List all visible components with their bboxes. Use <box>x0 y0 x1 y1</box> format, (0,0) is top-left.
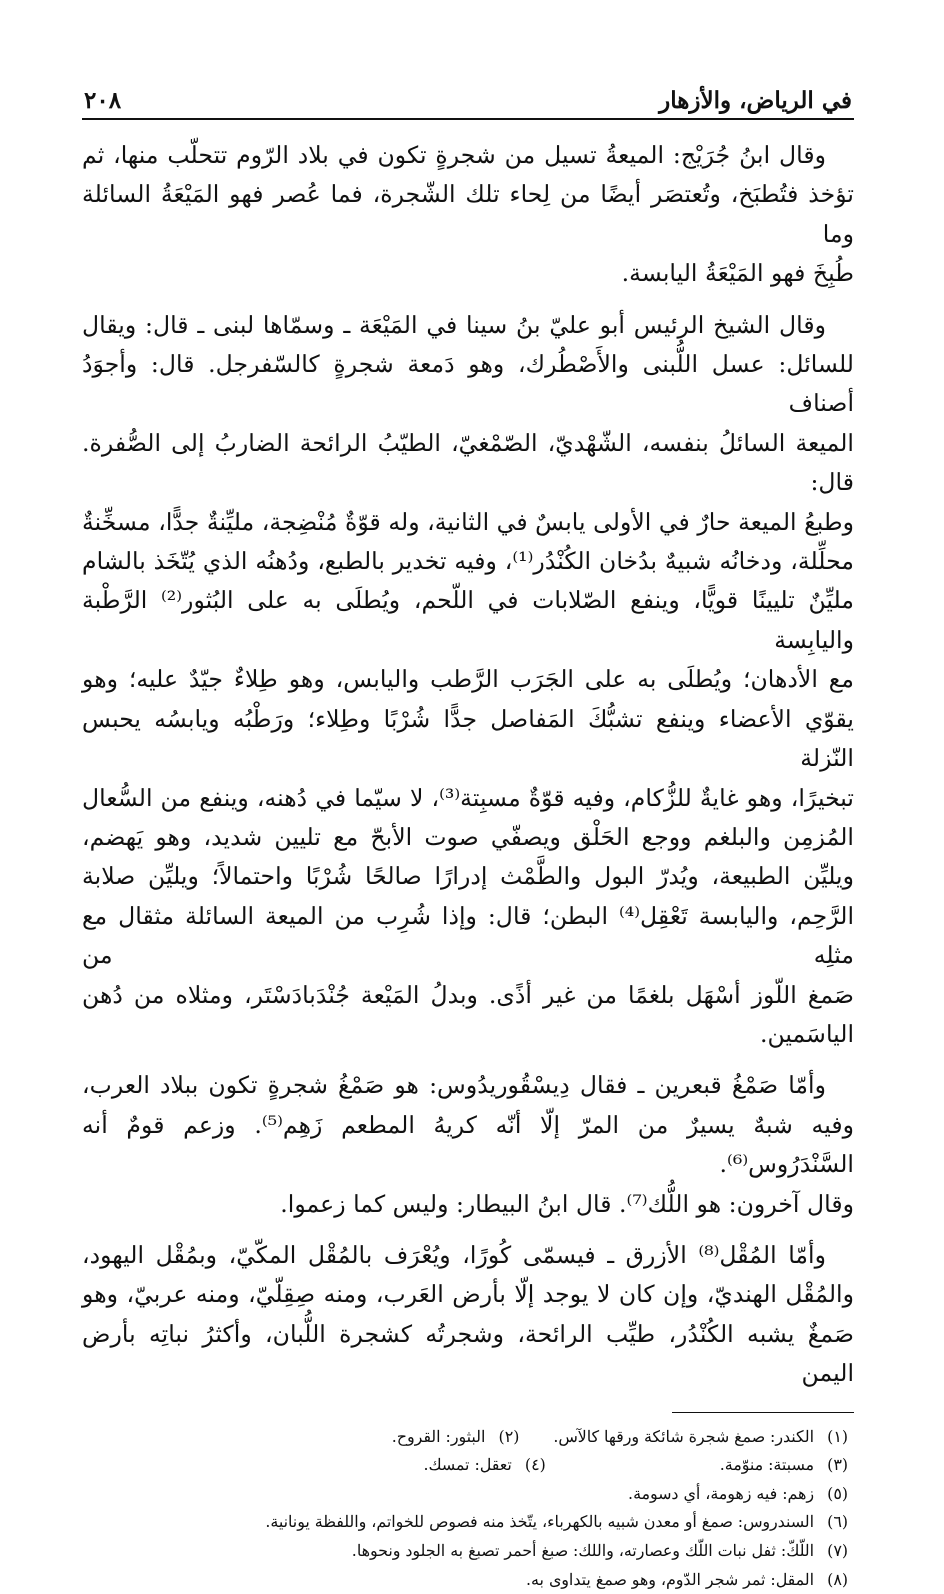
footnote <box>423 1451 545 1480</box>
footnote-text: السندروس: صمغ أو معدن شبيه بالكهرباء، يتّخذ منه فصوص للخواتم، واللفظة يونانية. <box>265 1512 814 1532</box>
text-line: وقال ابنُ جُرَيْج: الميعةُ تسيل من شجرةٍ تكون في بلاد الرّوم تتحلّب منها، ثم <box>82 141 826 169</box>
text-line: للسائل: عسل اللُّبنى والأَصْطُرك، وهو دَمعة شجرةٍ كالسّفرجل. قال: وأجوَدُ أصناف <box>82 350 854 418</box>
paragraph <box>82 136 854 294</box>
text-line: وفيه شبهٌ يسيرٌ من المرّ إلّا أنّه كريهُ المطعم زَهِم⁽⁵⁾. وزعم قومٌ أنه السَّنْدَرُوس⁽⁶⁾. <box>82 1110 854 1179</box>
text-line: وأمّا المُقْل⁽⁸⁾ الأزرق ـ فيسمّى كُورًا، ويُعْرَف بالمُقْل المكّيّ، وبمُقْل اليهود، <box>82 1240 826 1269</box>
paragraph <box>82 1066 854 1224</box>
text-line: وقال آخرون: هو اللُّك⁽⁷⁾. قال ابنُ البيطار: وليس كما زعموا. <box>280 1189 854 1218</box>
text-line: ويليِّن الطبيعة، ويُدرّ البول والطَّمْث إدرارًا صالحًا شُرْبًا واحتمالاً؛ ويليِّن صلابة <box>82 862 854 891</box>
footnote <box>553 1423 848 1452</box>
footnote-number: (١) <box>827 1426 848 1446</box>
footnote-number: (٧) <box>827 1540 848 1560</box>
page-header <box>82 78 854 120</box>
footnote-row <box>82 1508 848 1537</box>
text-line: تبخيرًا، وهو غايةٌ للزُّكام، وفيه قوّةٌ مسبِتة⁽³⁾، لا سيّما في دُهنه، وينفع من السُّعال <box>82 783 854 812</box>
text-line: وطبعُ الميعة حارٌ في الأولى يابسٌ في الثانية، وله قوّةٌ مُنْضِجة، مليِّنةٌ جدًّا، مسخِّنةٌ <box>82 507 854 536</box>
main-text <box>82 136 854 1394</box>
footnote-text: تعقل: تمسك. <box>423 1455 512 1475</box>
footnote-row <box>82 1537 848 1566</box>
text-line: الميعة السائلُ بنفسه، الشّهْديّ، الصّمْغيّ، الطيّبُ الرائحة الضاربُ إلى الصُّفرة. قال: <box>82 428 854 497</box>
footnote-number: (٢) <box>498 1426 520 1446</box>
text-line: الياسَمين. <box>759 1019 854 1048</box>
footnote-number: (٥) <box>827 1483 848 1503</box>
footnote <box>628 1480 848 1509</box>
footnote <box>526 1566 848 1594</box>
footnotes <box>82 1423 854 1594</box>
footnote-row <box>82 1451 848 1480</box>
footnote-text: الكندر: صمغ شجرة شائكة ورقها كالآس. <box>553 1426 814 1446</box>
text-line: محلِّلة، ودخانُه شبيهٌ بدُخان الكُنْدُر⁽¹⁾، وفيه تخدير بالطبع، ودُهنُه الذي يُتّخَذ بالشام <box>82 547 854 576</box>
running-title: في الرياض، والأزهار <box>659 87 852 114</box>
book-page <box>82 78 854 1594</box>
footnote-number: (٨) <box>827 1569 848 1589</box>
footnote-text: اللّكّ: ثفل نبات اللّك وعصارته، واللك: صبغ أحمر تصبغ به الجلود ونحوها. <box>351 1540 814 1560</box>
text-line: يقوّي الأعضاء وينفع تشبُّكَ المَفاصل جدًّا شُرْبًا وطِلاء؛ ورَطْبُه ويابسُه يحبس النّزلة <box>82 704 854 773</box>
footnote-row <box>82 1480 848 1509</box>
text-line: طُبِخَ فهو المَيْعَةُ اليابسة. <box>621 259 854 288</box>
text-line: وقال الشيخ الرئيس أبو عليّ بنُ سينا في المَيْعَة ـ وسمّاها لبنى ـ قال: ويقال <box>82 310 826 339</box>
paragraph <box>82 1236 854 1394</box>
footnote-divider <box>672 1412 854 1413</box>
footnote-number: (٣) <box>827 1455 848 1475</box>
footnote-text: مسبتة: منوّمة. <box>719 1455 814 1475</box>
text-line: مع الأدهان؛ ويُطلَى به على الجَرَب الرَّطب واليابس، وهو طِلاءٌ جيّدٌ عليه؛ وهو <box>82 665 854 694</box>
text-line: مليِّنٌ تليينًا قويًّا، وينفع الصّلابات في اللّحم، ويُطلَى به على البُثور⁽²⁾ الرَّطْبة واليابِسة <box>82 586 855 654</box>
text-line: وأمّا صَمْغُ قبعرين ـ فقال دِيسْقُوريدُوس: هو صَمْغُ شجرةٍ تكون ببلاد العرب، <box>82 1071 826 1100</box>
footnote-text: المقل: ثمر شجر الدّوم، وهو صمغ يتداوى به. <box>526 1569 814 1589</box>
text-line: المُزمِن والبلغم ووجع الحَلْق ويصفّي صوت الأبحّ مع تليين شديد، وهو يَهضم، <box>82 822 854 851</box>
text-line: صَمغٌ يشبه الكُنْدُر، طيِّب الرائحة، وشجرتُه كشجرة اللُّبان، وأكثرُ نباتِه بأرض اليمن <box>82 1319 854 1388</box>
footnote-row <box>82 1566 848 1594</box>
footnote-row <box>82 1423 848 1452</box>
footnote-number: (٤) <box>524 1455 546 1475</box>
footnote <box>265 1508 848 1537</box>
text-line: تؤخذ فتُطبَخ، وتُعتصَر أيضًا من لِحاء تلك الشّجرة، فما عُصر فهو المَيْعَةُ السائلة وما <box>82 180 854 248</box>
footnote-text: البثور: القروح. <box>391 1426 486 1446</box>
footnote <box>352 1537 848 1566</box>
footnote <box>720 1451 848 1480</box>
text-line: صَمغ اللّوز أسْهَل بلغمًا من غير أذًى. وبدلُ المَيْعة جُنْدَبادَسْتَر، ومثلاه من دُهن <box>82 980 854 1009</box>
text-line: والمُقْل الهنديّ، وإن كان لا يوجد إلّا بأرض العَرب، ومنه صِقِلّيّ، ومنه عربيّ، وهو <box>82 1280 854 1309</box>
paragraph <box>82 306 854 1055</box>
footnote <box>392 1423 520 1452</box>
text-line: الرَّحِم، واليابسة تَعْقِل⁽⁴⁾ البطن؛ قال: وإذا شُرِب من الميعة السائلة مثقال مع مثلِه من <box>82 901 854 970</box>
footnote-number: (٦) <box>827 1512 848 1532</box>
footnote-text: زهم: فيه زهومة، أي دسومة. <box>628 1483 814 1503</box>
page-number: ٢٠٨ <box>84 87 122 114</box>
